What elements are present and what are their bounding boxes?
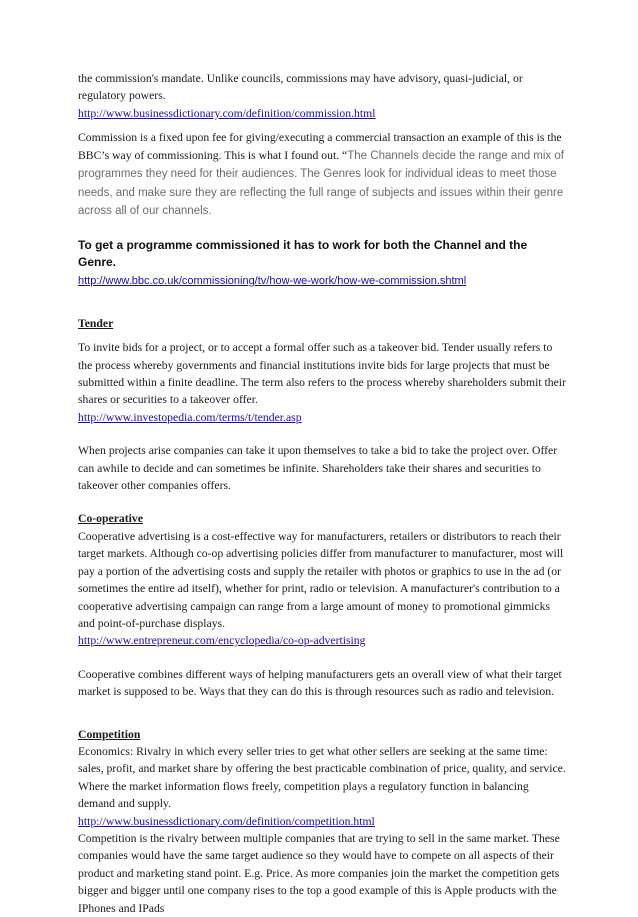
bbc-commissioning-link[interactable]: http://www.bbc.co.uk/commissioning/tv/how-we-work/how-we-commission.shtml xyxy=(78,274,467,287)
commission-paragraph xyxy=(78,129,566,221)
cooperative-comment: Cooperative combines different ways of helping manufacturers gets an overall view of what their target market is supposed to be. Ways that they can do this is through resources such as radio and television. xyxy=(78,667,562,699)
document-page xyxy=(78,70,566,917)
commission-link[interactable]: http://www.businessdictionary.com/definition/commission.html xyxy=(78,106,376,120)
commission-paragraph-serif: Commission is a fixed upon fee for giving/executing a commercial transaction an example of this is the BBC’s way of commissioning. This is what I found out. “ xyxy=(78,131,562,162)
cooperative-definition: Cooperative advertising is a cost-effective way for manufacturers, retailers or distributors to reach their target markets. Although co-op advertising policies differ from manufacturer to manufacturer, most will pay a portion of the advertising costs and supply the retailer with photos or graphics to use in the ad (or sometimes the entire ad itself), whether for print, radio or television. A manufacturer's contribution to a cooperative advertising campaign can range from a large amount of money to promotional gimmicks and point-of-purchase displays. xyxy=(78,529,564,630)
tender-link[interactable]: http://www.investopedia.com/terms/t/tender.asp xyxy=(78,410,302,424)
competition-definition: Economics: Rivalry in which every seller tries to get what other sellers are seeking at the same time: sales, profit, and market share by offering the best practicable combination of price, quality, and service. Where the market information flows freely, competition plays a regulatory function in balancing demand and supply. xyxy=(78,744,566,811)
competition-heading: Competition xyxy=(78,727,141,741)
tender-heading: Tender xyxy=(78,316,114,330)
competition-link[interactable]: http://www.businessdictionary.com/definition/competition.html xyxy=(78,814,375,828)
cooperative-heading: Co-operative xyxy=(78,512,143,526)
competition-comment: Competition is the rivalry between multiple companies that are trying to sell in the same market. These companies would have the same target audience so they would have to compete on all aspects of their product and marketing stand point. E.g. Price. As more companies join the market the competition gets bigger and bigger until one company rises to the top a good example of this is Apple products with the IPhones and IPads xyxy=(78,831,560,915)
cooperative-link[interactable]: http://www.entrepreneur.com/encyclopedia/co-op-advertising xyxy=(78,634,366,648)
tender-definition: To invite bids for a project, or to accept a formal offer such as a takeover bid. Tender usually refers to the process whereby governments and financial institutions invite bids for large projects that must be submitted within a finite deadline. The term also refers to the process whereby shareholders submit their shares or securities to a takeover offer. xyxy=(78,341,566,407)
commission-paragraph-quote: The Channels decide the range and mix of programmes they need for their audiences. The Genres look for individual ideas to meet those needs, and make sure they are reflecting the full range of subjects and issues within their genre across all of our channels. xyxy=(78,149,564,218)
commission-bold-statement: To get a programme commissioned it has to work for both the Channel and the Genre. xyxy=(78,238,528,270)
tender-comment: When projects arise companies can take it upon themselves to take a bid to take the project over. Offer can awhile to decide and can sometimes be infinite. Shareholders take their shares and securities to takeover other companies offers. xyxy=(78,444,558,493)
intro-continuation: the commission's mandate. Unlike councils, commissions may have advisory, quasi-judicial, or regulatory powers. xyxy=(78,72,523,103)
